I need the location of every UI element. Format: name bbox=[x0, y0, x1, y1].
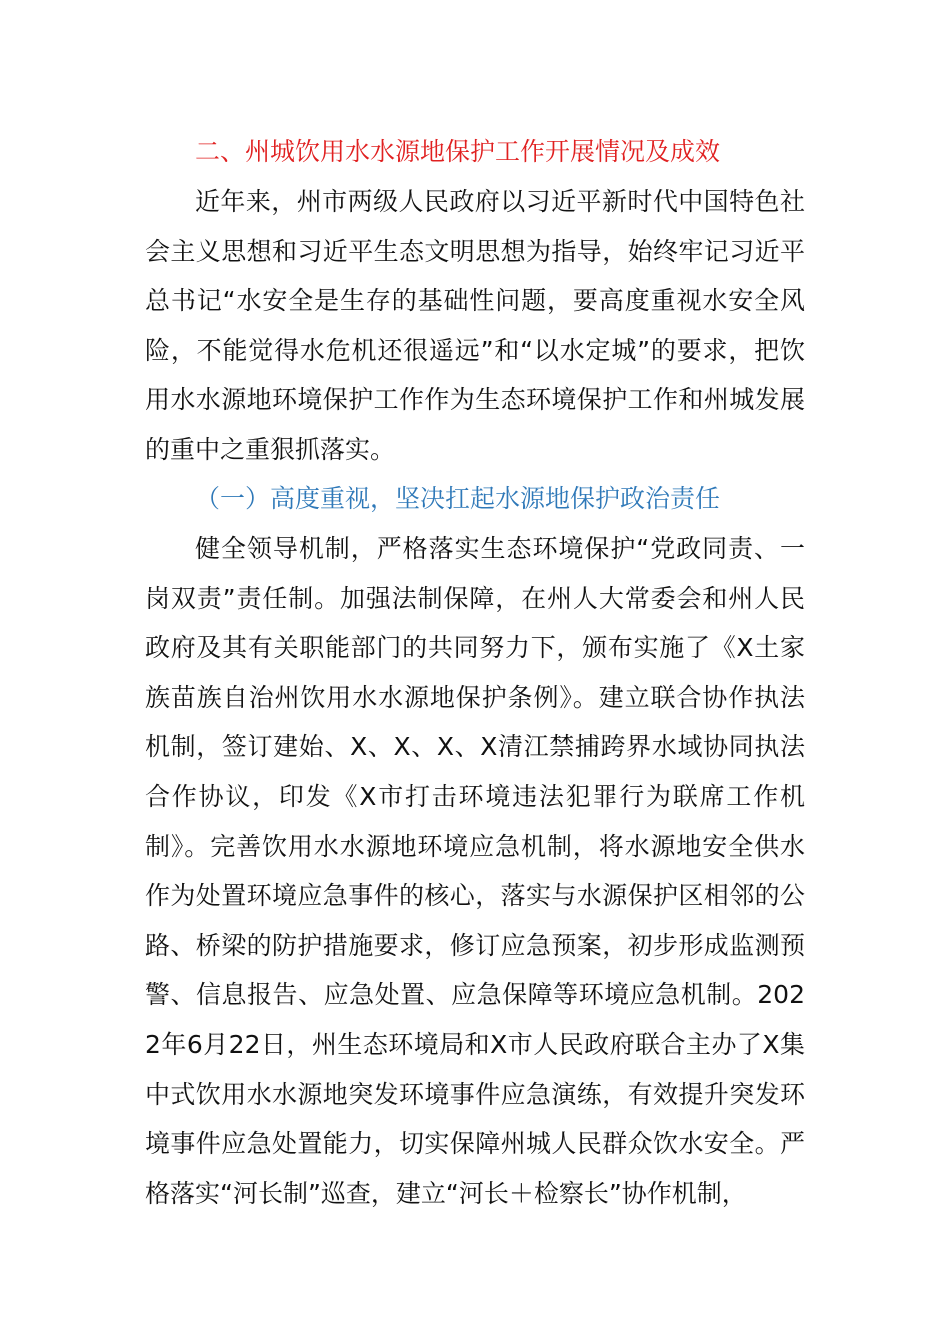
body-paragraph: 健全领导机制，严格落实生态环境保护“党政同责、一岗双责”责任制。加强法制保障，在州人大常委会和州人民政府及其有关职能部门的共同努力下，颁布实施了《X土家族苗族自治州饮用水水源地保护条例》。建立联合协作执法机制，签订建始、X、X、X、X清江禁捕跨界水域协同执法合作协议，印发《X市打击环境违法犯罪行为联席工作机制》。完善饮用水水源地环境应急机制，将水源地安全供水作为处置环境应急事件的核心，落实与水源保护区相邻的公路、桥梁的防护措施要求，修订应急预案，初步形成监测预警、信息报告、应急处置、应急保障等环境应急机制。2022年6月22日，州生态环境局和X市人民政府联合主办了X集中式饮用水水源地突发环境事件应急演练，有效提升突发环境事件应急处置能力，切实保障州城人民群众饮水安全。严格落实“河长制”巡查，建立“河长＋检察长”协作机制， bbox=[145, 534, 805, 1208]
body-paragraph: 近年来，州市两级人民政府以习近平新时代中国特色社会主义思想和习近平生态文明思想为指导，始终牢记习近平总书记“水安全是生存的基础性问题，要高度重视水安全风险，不能觉得水危机还很遥远”和“以水定城”的要求，把饮用水水源地环境保护工作作为生态环境保护工作和州城发展的重中之重狠抓落实。 bbox=[145, 187, 805, 464]
section-heading: 二、州城饮用水水源地保护工作开展情况及成效 bbox=[195, 137, 721, 166]
subsection-heading: （一）高度重视，坚决扛起水源地保护政治责任 bbox=[195, 484, 721, 513]
